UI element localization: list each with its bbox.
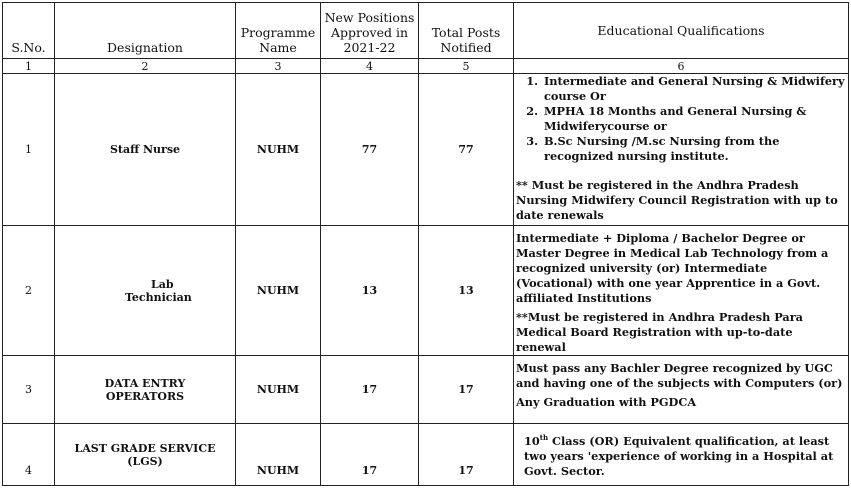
row-programme: NUHM — [236, 74, 321, 226]
row-new-positions: 13 — [321, 226, 419, 356]
qualification-item: 2. MPHA 18 Months and General Nursing & Midwiferycourse or — [542, 104, 846, 134]
registration-note: ** Must be registered in the Andhra Pradesh Nursing Midwifery Council Registration with up to date renewals — [516, 178, 838, 222]
row-sno: 4 — [3, 424, 55, 486]
registration-note: **Must be registered in Andhra Pradesh Para Medical Board Registration with up-to-date renewal — [516, 310, 804, 354]
column-number: 4 — [321, 59, 419, 74]
row-programme: NUHM — [236, 424, 321, 486]
row-new-positions: 17 — [321, 424, 419, 486]
row-designation — [55, 356, 236, 424]
table-row — [3, 356, 849, 424]
header-sno: S.No. — [3, 3, 55, 59]
row-sno: 3 — [3, 356, 55, 424]
column-number-row — [3, 59, 849, 74]
column-number: 3 — [236, 59, 321, 74]
row-qualifications — [514, 226, 849, 356]
table-row — [3, 424, 849, 486]
qualification-note: Any Graduation with PGDCA — [516, 395, 697, 409]
designation-line: OPERATORS — [105, 389, 185, 403]
row-programme: NUHM — [236, 226, 321, 356]
header-row — [3, 3, 849, 59]
column-number: 5 — [419, 59, 514, 74]
header-qualifications: Educational Qualifications — [514, 3, 849, 59]
qualification-item: 3. B.Sc Nursing /M.sc Nursing from the recognized nursing institute. — [542, 134, 846, 164]
column-number: 6 — [514, 59, 849, 74]
row-sno: 1 — [3, 74, 55, 226]
qualification-text: Must pass any Bachler Degree recognized by UGC and having one of the subjects with Computers (or) — [516, 361, 843, 390]
row-qualifications — [514, 424, 849, 486]
header-programme: Programme Name — [236, 3, 321, 59]
designation-line: Technician — [125, 290, 192, 304]
row-sno: 2 — [3, 226, 55, 356]
qualification-text: Class (OR) Equivalent qualification, at least two years 'experience of working in a Hospital at Govt. Sector. — [524, 433, 834, 478]
row-total-posts: 13 — [419, 226, 514, 356]
column-number: 1 — [3, 59, 55, 74]
header-designation: Designation — [55, 3, 236, 59]
table-row — [3, 226, 849, 356]
row-qualifications — [514, 74, 849, 226]
column-number: 2 — [55, 59, 236, 74]
row-designation — [55, 424, 236, 486]
qualification-prefix: 10 — [524, 433, 540, 448]
designation-line: Lab — [151, 277, 174, 291]
designation-line: DATA ENTRY — [104, 376, 186, 390]
designation-line: (LGS) — [127, 454, 163, 468]
row-total-posts: 77 — [419, 74, 514, 226]
header-new-positions: New Positions Approved in 2021-22 — [321, 3, 419, 59]
row-qualifications — [514, 356, 849, 424]
row-designation — [55, 226, 236, 356]
row-new-positions: 17 — [321, 356, 419, 424]
row-new-positions: 77 — [321, 74, 419, 226]
table-row — [3, 74, 849, 226]
row-designation: Staff Nurse — [55, 74, 236, 226]
header-total-posts: Total Posts Notified — [419, 3, 514, 59]
qualification-item: 1. Intermediate and General Nursing & Midwifery course Or — [542, 74, 846, 104]
row-programme: NUHM — [236, 356, 321, 424]
recruitment-table — [2, 2, 849, 486]
row-total-posts: 17 — [419, 356, 514, 424]
qualification-text: Intermediate + Diploma / Bachelor Degree or Master Degree in Medical Lab Technology from a recognized university (or) Intermediate (Vocational) with one year Apprentice in a Govt. affiliated Institutions — [516, 231, 829, 305]
row-total-posts: 17 — [419, 424, 514, 486]
designation-line: LAST GRADE SERVICE — [74, 441, 216, 455]
qualification-superscript: th — [539, 433, 549, 442]
qualification-list — [516, 74, 846, 164]
